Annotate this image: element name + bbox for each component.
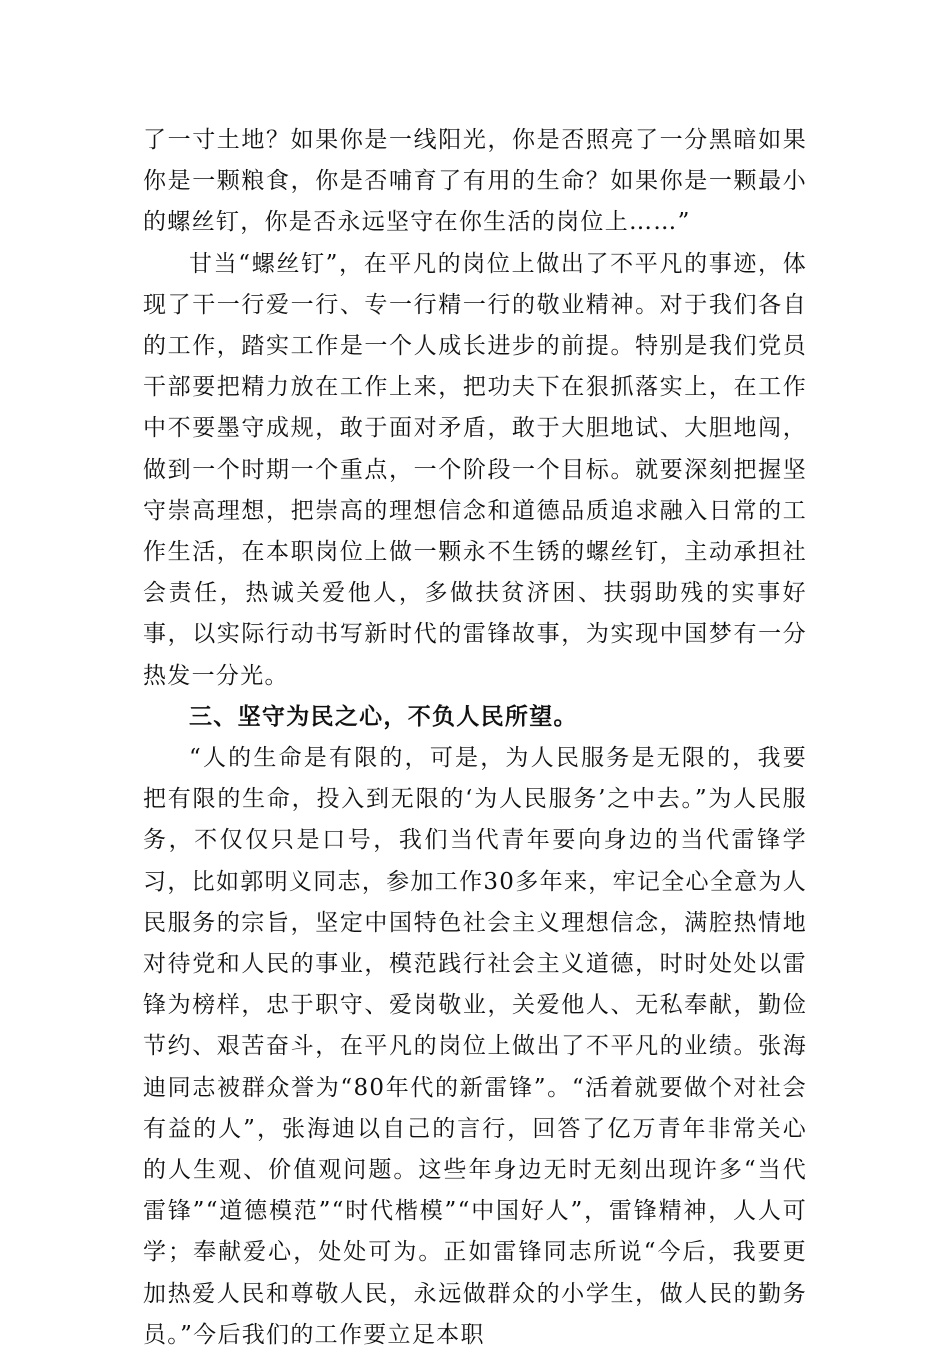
section-heading-3: 三、坚守为民之心，不负人民所望。 [189, 703, 578, 730]
document-body [143, 120, 807, 1356]
paragraph-screw-spirit: 甘当“螺丝钉”，在平凡的岗位上做出了不平凡的事迹，体现了干一行爱一行、专一行精一行的敬业精神。对于我们各自的工作，踏实工作是一个人成长进步的前提。特别是我们党员干部要把精力放在工作上来，把功夫下在狠抓落实上，在工作中不要墨守成规，敢于面对矛盾，敢于大胆地试、大胆地闯，做到一个时期一个重点，一个阶段一个目标。就要深刻把握坚守崇高理想，把崇高的理想信念和道德品质追求融入日常的工作生活，在本职岗位上做一颗永不生锈的螺丝钉，主动承担社会责任，热诚关爱他人，多做扶贫济困、扶弱助残的实事好事，以实际行动书写新时代的雷锋故事，为实现中国梦有一分热发一分光。 [143, 250, 807, 689]
paragraph-continuation: 了一寸土地？如果你是一线阳光，你是否照亮了一分黑暗如果你是一颗粮食，你是否哺育了有用的生命？如果你是一颗最小的螺丝钉，你是否永远坚守在你生活的岗位上……” [143, 127, 807, 236]
paragraph-serve-people: “人的生命是有限的，可是，为人民服务是无限的，我要把有限的生命，投入到无限的‘为人民服务’之中去。”为人民服务，不仅仅只是口号，我们当代青年要向身边的当代雷锋学习，比如郭明义同志，参加工作30多年来，牢记全心全意为人民服务的宗旨，坚定中国特色社会主义理想信念，满腔热情地对待党和人民的事业，模范践行社会主义道德，时时处处以雷锋为榜样，忠于职守、爱岗敬业，关爱他人、无私奉献，勤俭节约、艰苦奋斗，在平凡的岗位上做出了不平凡的业绩。张海迪同志被群众誉为“80年代的新雷锋”。“活着就要做个对社会有益的人”，张海迪以自己的言行，回答了亿万青年非常关心的人生观、价值观问题。这些年身边无时无刻出现许多“当代雷锋”“道德模范”“时代楷模”“中国好人”，雷锋精神，人人可学；奉献爱心，处处可为。正如雷锋同志所说“今后，我要更加热爱人民和尊敬人民，永远做群众的小学生，做人民的勤务员。”今后我们的工作要立足本职 [143, 745, 807, 1348]
